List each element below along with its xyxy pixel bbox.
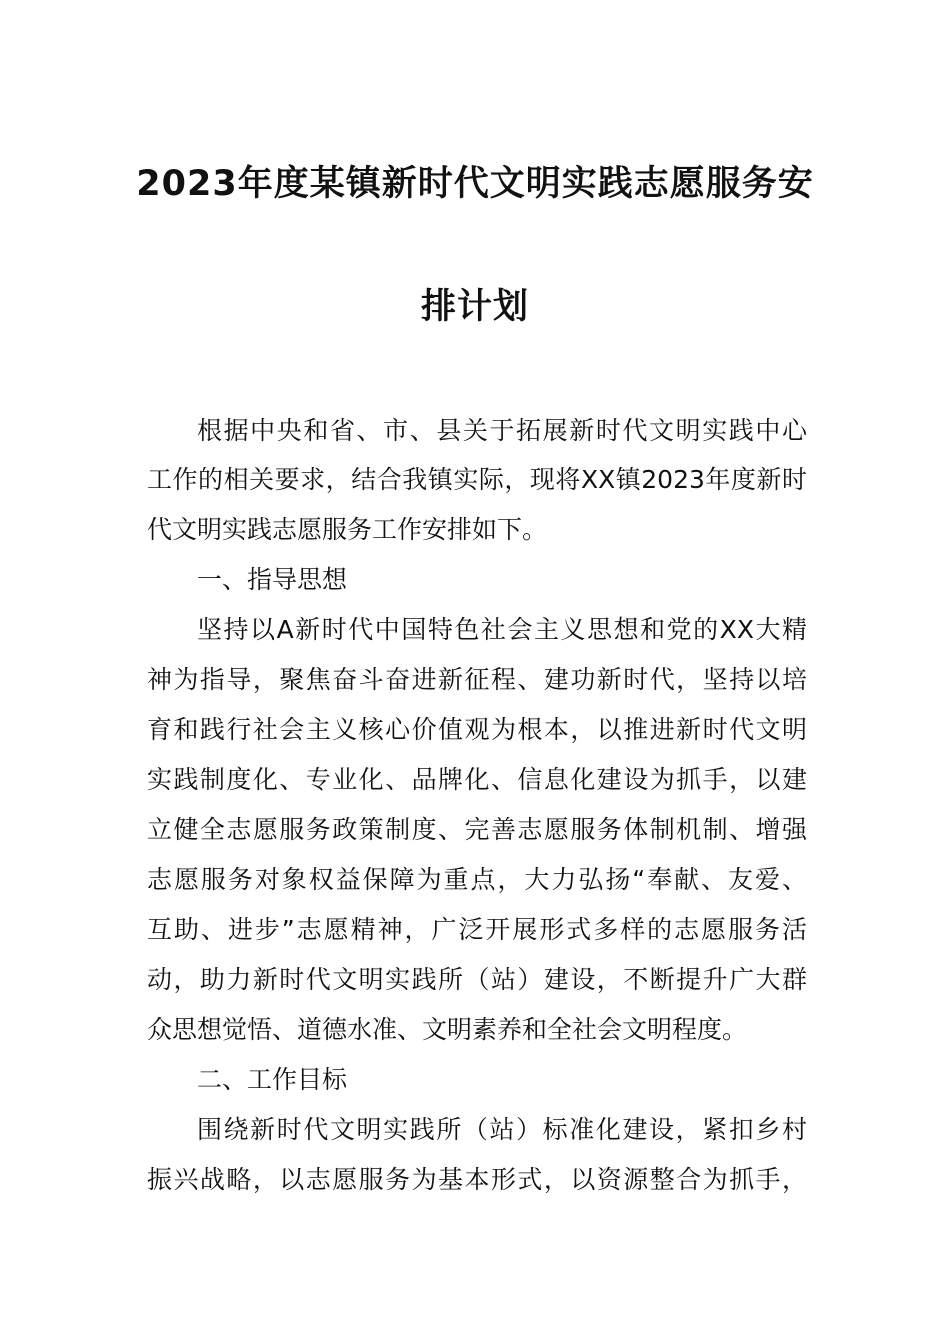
paragraph-guiding-line-3: 育和践行社会主义核心价值观为根本，以推进新时代文明: [147, 715, 807, 744]
paragraph-guiding-line-6: 志愿服务对象权益保障为重点，大力弘扬“奉献、友爱、: [147, 865, 807, 894]
paragraph-guiding-line-1: 坚持以A新时代中国特色社会主义思想和党的XX大精: [197, 615, 807, 644]
document-title-line-1: 2023年度某镇新时代文明实践志愿服务安: [136, 164, 814, 204]
paragraph-guiding-line-4: 实践制度化、专业化、品牌化、信息化建设为抓手，以建: [147, 765, 807, 794]
section-heading-guiding-thought: 一、指导思想: [197, 565, 348, 594]
paragraph-guiding-line-9: 众思想觉悟、道德水准、文明素养和全社会文明程度。: [147, 1015, 748, 1044]
paragraph-guiding-line-8: 动，助力新时代文明实践所（站）建设，不断提升广大群: [147, 965, 807, 994]
paragraph-guiding-line-2: 神为指导，聚焦奋斗奋进新征程、建功新时代，坚持以培: [147, 665, 807, 694]
paragraph-intro-line-1: 根据中央和省、市、县关于拓展新时代文明实践中心: [197, 416, 807, 445]
document-title-line-2: 排计划: [420, 287, 529, 327]
paragraph-goals-line-2: 振兴战略，以志愿服务为基本形式，以资源整合为抓手，: [147, 1165, 807, 1194]
paragraph-guiding-line-7: 互助、进步”志愿精神，广泛开展形式多样的志愿服务活: [147, 915, 807, 944]
paragraph-guiding-line-5: 立健全志愿服务政策制度、完善志愿服务体制机制、增强: [147, 815, 807, 844]
paragraph-intro-line-3: 代文明实践志愿服务工作安排如下。: [147, 515, 548, 544]
paragraph-goals-line-1: 围绕新时代文明实践所（站）标准化建设，紧扣乡村: [197, 1115, 807, 1144]
paragraph-intro-line-2: 工作的相关要求，结合我镇实际，现将XX镇2023年度新时: [147, 465, 807, 494]
section-heading-work-goals: 二、工作目标: [197, 1065, 348, 1094]
